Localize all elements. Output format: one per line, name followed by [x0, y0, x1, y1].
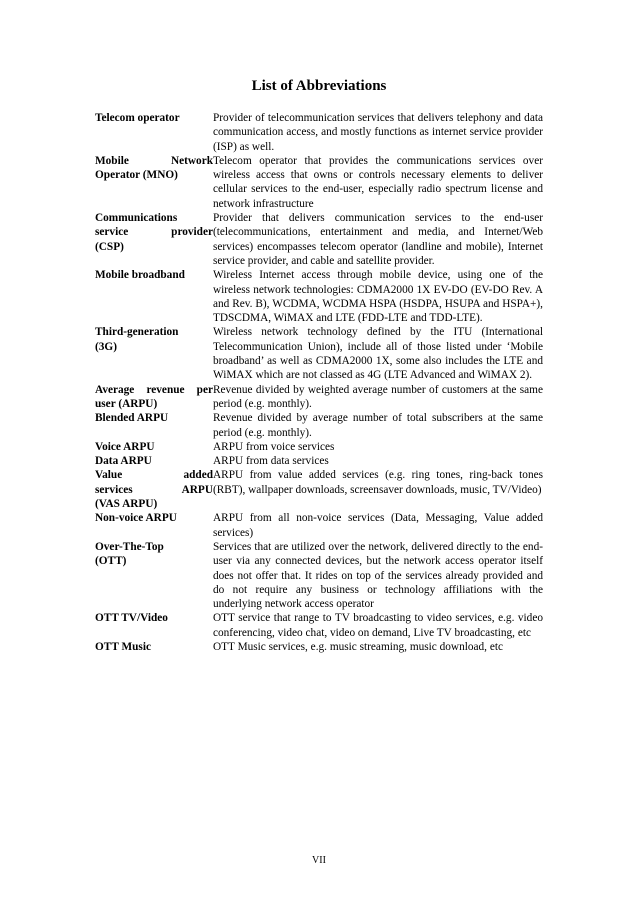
- abbreviation-term: [95, 454, 213, 468]
- abbreviation-entry: [95, 411, 543, 440]
- abbreviation-definition: Revenue divided by average number of total subscribers at the same period (e.g. monthly).: [213, 412, 543, 439]
- abbreviation-term-line: (CSP): [95, 240, 124, 253]
- abbreviation-definition: Revenue divided by weighted average number of customers at the same period (e.g. monthly).: [213, 383, 543, 410]
- abbreviation-definition: Services that are utilized over the network, delivered directly to the end-user via any connected devices, but the network access operator itself does not offer that. It rides on top of the services already provided and do not require any business or technology affiliations with the underlying network access operator: [213, 540, 543, 611]
- abbreviation-term: [95, 411, 213, 425]
- abbreviation-definition: OTT service that range to TV broadcasting to video services, e.g. video conferencing, video chat, video on demand, Live TV broadcasting, etc: [213, 612, 543, 639]
- abbreviation-term-line: service provider: [95, 226, 213, 239]
- abbreviation-entry: [95, 611, 543, 640]
- abbreviation-term-line: user (ARPU): [95, 397, 158, 410]
- abbreviation-term: [95, 211, 213, 254]
- abbreviation-term: [95, 111, 213, 125]
- abbreviation-entry: [95, 383, 543, 412]
- abbreviation-term: [95, 468, 213, 511]
- abbreviation-term-line: Over-The-Top: [95, 540, 164, 553]
- abbreviation-term-line: (VAS ARPU): [95, 498, 158, 511]
- abbreviation-entry: [95, 325, 543, 382]
- abbreviation-term-line: Communications: [95, 212, 178, 225]
- abbreviation-definition: Provider of telecommunication services that delivers telephony and data communication access, and mostly functions as internet service provider (ISP) as well.: [213, 112, 543, 153]
- abbreviation-term-line: services ARPU: [95, 483, 213, 496]
- abbreviation-definition: ARPU from data services: [213, 455, 329, 468]
- abbreviation-term-line: (3G): [95, 340, 117, 353]
- abbreviation-term-line: Average revenue per: [95, 383, 213, 396]
- abbreviation-definition: ARPU from voice services: [213, 440, 335, 453]
- abbreviation-definition: Telecom operator that provides the communications services over wireless access that owns or controls necessary elements to deliver cellular services to the end-user, especially radio spectrum license and network infrastructure: [213, 154, 543, 210]
- abbreviation-definition: Wireless Internet access through mobile device, using one of the wireless network technologies: CDMA2000 1X EV-DO (EV-DO Rev. A and Rev. B), WCDMA, WCDMA HSPA (HSDPA, HSUPA and HSPA+), TDSCDMA, WiMAX and LTE (FDD-LTE and TDD-LTE).: [213, 269, 543, 325]
- abbreviation-term: [95, 611, 213, 625]
- abbreviation-term: [95, 540, 213, 569]
- abbreviation-entry: [95, 454, 543, 468]
- page-title: List of Abbreviations: [251, 78, 387, 94]
- abbreviation-definition: OTT Music services, e.g. music streaming, music download, etc: [213, 640, 503, 653]
- abbreviation-definition: Wireless network technology defined by the ITU (International Telecommunication Union), include all of those listed under ‘Mobile broadband’ as well as CDMA2000 1X, some also includes the LTE and WiMAX which are not classed as 4G (LTE Advanced and WiMAX 2).: [213, 326, 543, 382]
- abbreviation-entry: [95, 440, 543, 454]
- abbreviation-term: [95, 440, 213, 454]
- abbreviation-term: [95, 511, 213, 525]
- abbreviation-definition: ARPU from all non-voice services (Data, Messaging, Value added services): [213, 512, 543, 539]
- abbreviation-term-line: Third-generation: [95, 326, 179, 339]
- abbreviation-term-line: Blended ARPU: [95, 412, 169, 425]
- abbreviation-term-line: Telecom operator: [95, 112, 180, 124]
- abbreviation-entry: [95, 540, 543, 611]
- abbreviation-entry: [95, 511, 543, 540]
- abbreviation-term: [95, 325, 213, 354]
- abbreviation-entry: [95, 154, 543, 211]
- abbreviation-term-line: Non-voice ARPU: [95, 512, 177, 525]
- abbreviation-term-line: (OTT): [95, 555, 127, 568]
- abbreviation-entry: [95, 640, 543, 654]
- abbreviation-entry: [95, 268, 543, 325]
- abbreviation-term: [95, 268, 213, 282]
- abbreviation-term-line: Value added: [95, 469, 213, 482]
- abbreviation-definition: Provider that delivers communication services to the end-user (telecommunications, entertainment and media, and Internet/Web services) encompasses telecom operator (landline and mobile), Internet service provider, and cable and satellite provider.: [213, 212, 543, 267]
- abbreviation-entry: [95, 111, 543, 154]
- abbreviation-term: [95, 640, 213, 654]
- page-number: VII: [312, 855, 326, 866]
- abbreviation-term-line: OTT Music: [95, 640, 151, 653]
- abbreviation-term-line: Voice ARPU: [95, 440, 155, 453]
- abbreviation-entry: [95, 468, 543, 511]
- abbreviation-definition: ARPU from value added services (e.g. ring tones, ring-back tones (RBT), wallpaper downloads, screensaver downloads, music, TV/Video): [213, 469, 543, 496]
- abbreviation-term: [95, 383, 213, 412]
- abbreviation-entry: [95, 211, 543, 268]
- abbreviation-term-line: Data ARPU: [95, 455, 152, 468]
- abbreviation-term-line: Mobile Network: [95, 154, 213, 167]
- abbreviation-term-line: OTT TV/Video: [95, 612, 168, 625]
- abbreviation-list: [95, 111, 543, 654]
- abbreviation-term: [95, 154, 213, 183]
- abbreviation-term-line: Operator (MNO): [95, 169, 178, 182]
- abbreviation-term-line: Mobile broadband: [95, 269, 185, 282]
